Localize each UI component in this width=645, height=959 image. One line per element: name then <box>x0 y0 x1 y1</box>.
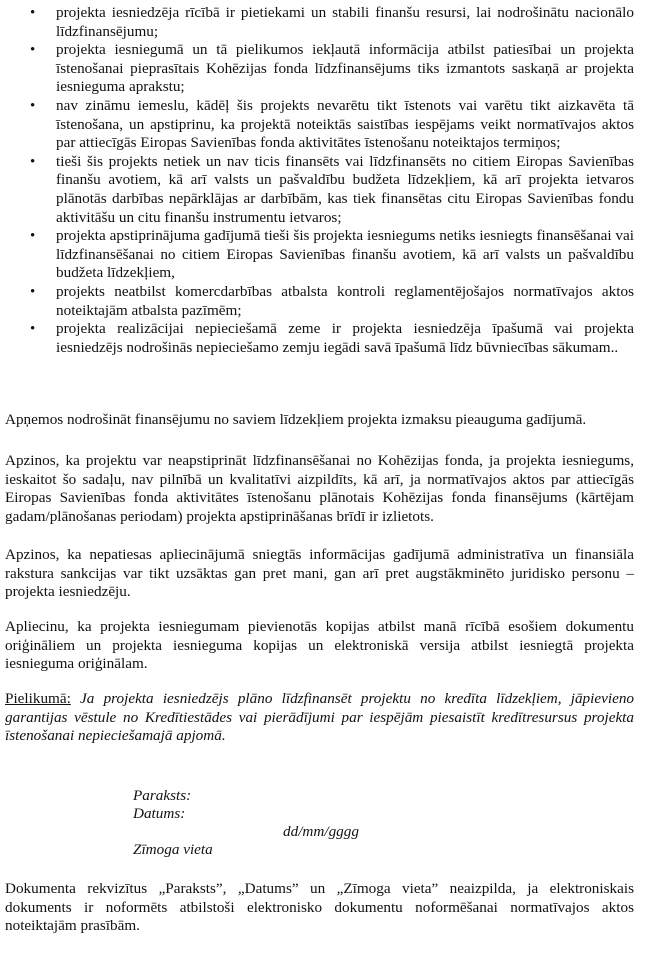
bullet-item: • projekta iesniedzēja rīcībā ir pietiekami un stabili finanšu resursi, lai nodrošinātu nacionālo līdzfinansējumu; <box>26 4 634 41</box>
bullet-item: • projekta iesniegumā un tā pielikumos iekļautā informācija atbilst patiesībai un projekta īstenošanai pieprasītais Kohēzijas fonda līdzfinansējums tiks izmantots saskaņā ar projekta iesnieguma aprakstu; <box>26 41 634 97</box>
rejection-awareness-paragraph: Apzinos, ka projektu var neapstiprināt līdzfinansēšanai no Kohēzijas fonda, ja projekta iesniegums, ieskaitot šo sadaļu, nav pilnībā un kvalitatīvi aizpildīts, kā arī, ja normatīvajos aktos par attiecīgās Eiropas Savienības fonda aktivitātes īstenošanu plānotais Kohēzijas fonda finansējums (kārtējam gadam/plānošanas periodam) projekta apstiprināšanas brīdī ir izlietots. <box>5 452 634 525</box>
certification-paragraph: Apliecinu, ka projekta iesniegumam pievienotās kopijas atbilst manā rīcībā esošiem dokumentu oriģināliem un projekta iesnieguma kopijas un elektroniskā versija atbilst iesniegtā projekta iesnieguma oriģinālam. <box>5 618 634 673</box>
bullet-item: • projekts neatbilst komercdarbības atbalsta kontroli reglamentējošajos normatīvajos aktos noteiktajām atbalsta pazīmēm; <box>26 283 634 320</box>
commitment-paragraph: Apņemos nodrošināt finansējumu no saviem līdzekļiem projekta izmaksu pieauguma gadījumā. <box>5 411 587 428</box>
annex-label: Pielikumā: <box>5 690 71 707</box>
bullet-item: • projekta apstiprinājuma gadījumā tieši šis projekta iesniegums netiks iesniegts finansēšanai vai līdzfinansēšanai no citiem Eiropas Savienības finanšu avotiem, kā arī valsts un pašvaldību budžeta līdzekļiem, <box>26 227 634 283</box>
annex-paragraph <box>5 690 634 746</box>
sanctions-awareness-paragraph: Apzinos, ka nepatiesas apliecinājumā sniegtās informācijas gadījumā administratīva un finansiāla rakstura sankcijas var tikt uzsāktas gan pret mani, gan arī pret augstākminēto juridisko personu – projekta iesniedzēju. <box>5 546 634 601</box>
annex-text: Ja projekta iesniedzējs plāno līdzfinansēt projektu no kredīta līdzekļiem, jāpievieno garantijas vēstule no Kredītiestādes vai pierādījumi par iespējām piesaistīt kredītresursus projekta īstenošanai nepieciešamajā apjomā. <box>5 690 635 745</box>
date-label: Datums: <box>133 805 186 822</box>
bullet-item: • tieši šis projekts netiek un nav ticis finansēts vai līdzfinansēts no citiem Eiropas Savienības finanšu avotiem, kā arī valsts un pašvaldību budžeta līdzekļiem, kā arī projekta ietvaros plānotās darbības nepārklājas ar darbībām, kas tiek finansētas citu Eiropas Savienības fondu aktivitāšu un citu finanšu instrumentu ietvaros; <box>26 153 634 227</box>
signature-label: Paraksts: <box>133 787 192 804</box>
bullet-item: • nav zināmu iemeslu, kādēļ šis projekts nevarētu tikt īstenots vai varētu tikt aizkavēta tā īstenošana, un apstiprinu, ka projektā noteiktās saistības iespējams veikt normatīvajos aktos par attiecīgās Eiropas Savienības fonda aktivitātes īstenošanu noteiktajos termiņos; <box>26 97 634 153</box>
bullet-item: • projekta realizācijai nepieciešamā zeme ir projekta iesniedzēja īpašumā vai projekta iesniedzējs nodrošinās nepieciešamo zemju iegādi savā īpašumā līdz būvniecības sākumam.. <box>26 320 634 357</box>
date-format: dd/mm/gggg <box>283 823 359 840</box>
declaration-bullet-list <box>26 4 634 357</box>
closing-note-paragraph: Dokumenta rekvizītus „Paraksts”, „Datums” un „Zīmoga vieta” neaizpilda, ja elektroniskais dokuments ir noformēts atbilstoši elektronisko dokumentu noformēšanai normatīvajos aktos noteiktajām prasībām. <box>5 880 634 935</box>
stamp-place-label: Zīmoga vieta <box>133 841 213 858</box>
